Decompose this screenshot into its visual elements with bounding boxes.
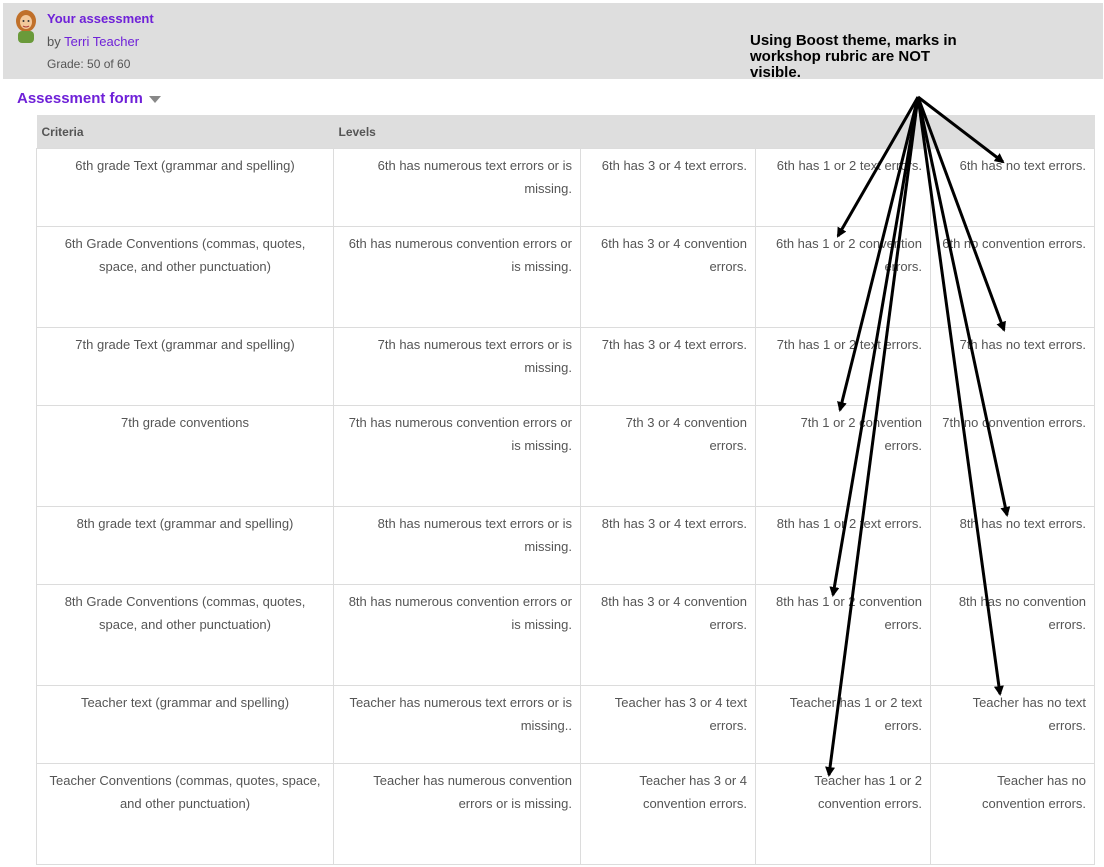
table-row [37, 149, 1095, 227]
criterion-cell: 6th grade Text (grammar and spelling) [37, 149, 334, 227]
level-cell[interactable]: 6th has 3 or 4 text errors. [581, 149, 756, 227]
table-row [37, 585, 1095, 686]
level-cell[interactable]: 6th has numerous convention errors or is missing. [334, 227, 581, 328]
level-cell[interactable]: Teacher has 3 or 4 convention errors. [581, 764, 756, 865]
levels-header: Levels [334, 115, 1095, 149]
level-cell[interactable]: 8th has 1 or 2 convention errors. [756, 585, 931, 686]
criterion-cell: 7th grade conventions [37, 406, 334, 507]
table-row [37, 227, 1095, 328]
table-header-row [37, 115, 1095, 149]
level-cell[interactable]: 6th has numerous text errors or is missing. [334, 149, 581, 227]
rubric-table [36, 115, 1095, 865]
level-cell[interactable]: 7th 1 or 2 convention errors. [756, 406, 931, 507]
level-cell[interactable]: 8th has no text errors. [931, 507, 1095, 585]
grade-text: Grade: 50 of 60 [47, 57, 131, 71]
criterion-cell: 6th Grade Conventions (commas, quotes, space, and other punctuation) [37, 227, 334, 328]
criterion-cell: 8th Grade Conventions (commas, quotes, space, and other punctuation) [37, 585, 334, 686]
level-cell[interactable]: 7th no convention errors. [931, 406, 1095, 507]
caret-down-icon [149, 96, 161, 103]
annotation-text: Using Boost theme, marks in workshop rubric are NOT visible. [750, 32, 957, 81]
level-cell[interactable]: 8th has numerous text errors or is missing. [334, 507, 581, 585]
level-cell[interactable]: 8th has 3 or 4 text errors. [581, 507, 756, 585]
level-cell[interactable]: 7th 3 or 4 convention errors. [581, 406, 756, 507]
level-cell[interactable]: 6th has 1 or 2 text errors. [756, 149, 931, 227]
level-cell[interactable]: Teacher has 1 or 2 convention errors. [756, 764, 931, 865]
table-row [37, 507, 1095, 585]
level-cell[interactable]: 8th has numerous convention errors or is missing. [334, 585, 581, 686]
level-cell[interactable]: 7th has numerous convention errors or is missing. [334, 406, 581, 507]
criterion-cell: Teacher text (grammar and spelling) [37, 686, 334, 764]
assessment-title[interactable]: Your assessment [47, 11, 154, 26]
level-cell[interactable]: Teacher has no text errors. [931, 686, 1095, 764]
level-cell[interactable]: 7th has 1 or 2 text errors. [756, 328, 931, 406]
level-cell[interactable]: 6th has 1 or 2 convention errors. [756, 227, 931, 328]
level-cell[interactable]: Teacher has no convention errors. [931, 764, 1095, 865]
level-cell[interactable]: 6th has 3 or 4 convention errors. [581, 227, 756, 328]
criterion-cell: 8th grade text (grammar and spelling) [37, 507, 334, 585]
criterion-cell: 7th grade Text (grammar and spelling) [37, 328, 334, 406]
level-cell[interactable]: Teacher has numerous text errors or is missing.. [334, 686, 581, 764]
criterion-cell: Teacher Conventions (commas, quotes, space, and other punctuation) [37, 764, 334, 865]
table-row [37, 686, 1095, 764]
author-line [47, 34, 139, 49]
level-cell[interactable]: 8th has no convention errors. [931, 585, 1095, 686]
level-cell[interactable]: 8th has 1 or 2 text errors. [756, 507, 931, 585]
table-row [37, 764, 1095, 865]
avatar [11, 9, 41, 43]
author-link[interactable]: Terri Teacher [64, 34, 140, 49]
table-row [37, 406, 1095, 507]
level-cell[interactable]: 7th has 3 or 4 text errors. [581, 328, 756, 406]
level-cell[interactable]: Teacher has 1 or 2 text errors. [756, 686, 931, 764]
level-cell[interactable]: 6th has no text errors. [931, 149, 1095, 227]
level-cell[interactable]: Teacher has numerous convention errors or is missing. [334, 764, 581, 865]
criteria-header: Criteria [37, 115, 334, 149]
section-title: Assessment form [17, 90, 143, 107]
level-cell[interactable]: 8th has 3 or 4 convention errors. [581, 585, 756, 686]
assessment-form-toggle[interactable] [17, 90, 161, 107]
level-cell[interactable]: Teacher has 3 or 4 text errors. [581, 686, 756, 764]
level-cell[interactable]: 7th has no text errors. [931, 328, 1095, 406]
level-cell[interactable]: 7th has numerous text errors or is missing. [334, 328, 581, 406]
table-row [37, 328, 1095, 406]
level-cell[interactable]: 6th no convention errors. [931, 227, 1095, 328]
by-prefix: by [47, 34, 61, 49]
